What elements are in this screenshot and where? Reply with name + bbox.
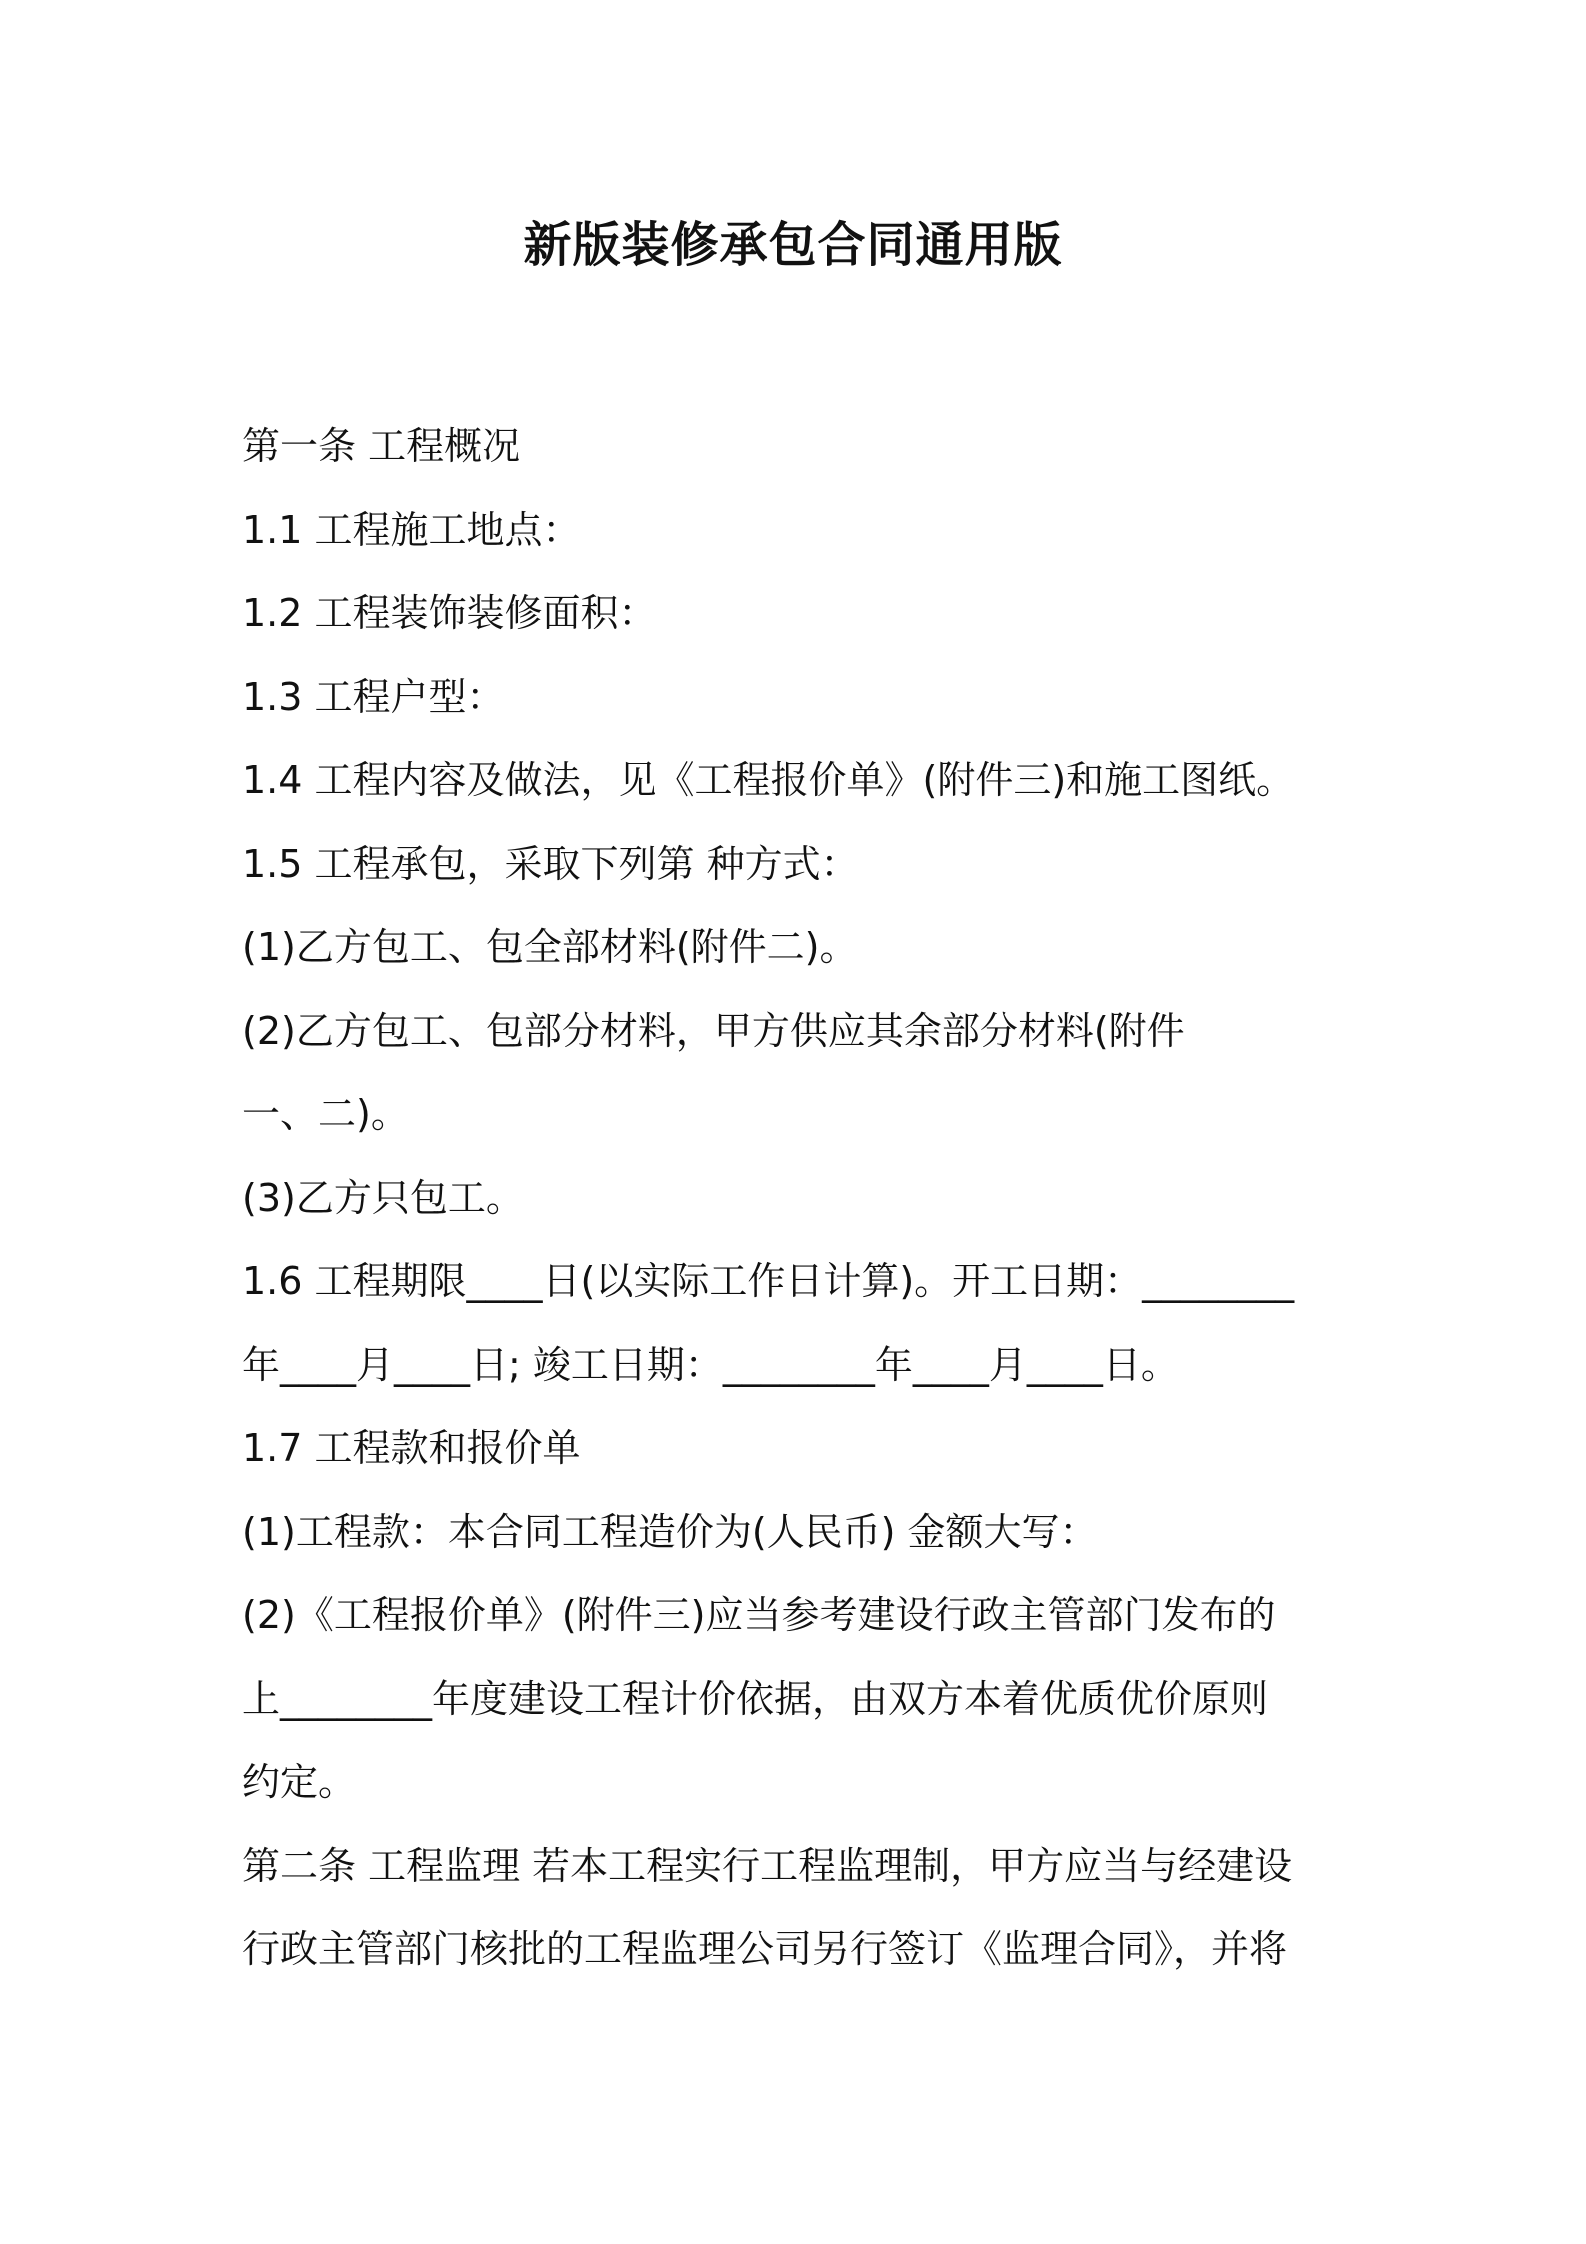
clause-1-2: 1.2 工程装饰装修面积： xyxy=(242,591,657,635)
clause-1-7-item-1: (1)工程款：本合同工程造价为(人民币) 金额大写： xyxy=(242,1509,1098,1554)
clause-1-7-item-2: (2)《工程报价单》(附件三)应当参考建设行政主管部门发布的 xyxy=(242,1593,1276,1637)
article-2-heading: 第二条 工程监理 若本工程实行工程监理制，甲方应当与经建设 xyxy=(242,1843,1293,1888)
clause-1-5-option-3: (3)乙方只包工。 xyxy=(242,1175,524,1220)
clause-1-7: 1.7 工程款和报价单 xyxy=(242,1426,581,1470)
document-title: 新版装修承包合同通用版 xyxy=(523,217,1063,273)
clause-1-4: 1.4 工程内容及做法，见《工程报价单》(附件三)和施工图纸。 xyxy=(242,758,1295,802)
document-body xyxy=(242,405,1362,1992)
article-1-heading: 第一条 工程概况 xyxy=(242,424,521,468)
clause-1-7-item-2-end: 约定。 xyxy=(242,1760,357,1804)
clause-1-5-option-2: (2)乙方包工、包部分材料，甲方供应其余部分材料(附件 xyxy=(242,1008,1185,1053)
clause-1-5-option-1: (1)乙方包工、包全部材料(附件二)。 xyxy=(242,925,858,969)
clause-1-5: 1.5 工程承包，采取下列第 种方式： xyxy=(242,841,859,886)
clause-1-6-continued: 年____月____日; 竣工日期：________年____月____日。 xyxy=(242,1342,1179,1387)
clause-1-7-item-2-continued: 上________年度建设工程计价依据，由双方本着优质优价原则 xyxy=(242,1676,1269,1721)
clause-1-1: 1.1 工程施工地点： xyxy=(242,507,581,552)
clause-1-5-option-2-continued: 一、二)。 xyxy=(242,1092,409,1136)
clause-1-3: 1.3 工程户型： xyxy=(242,674,505,719)
article-2-continued: 行政主管部门核批的工程监理公司另行签订《监理合同》，并将 xyxy=(242,1927,1288,1971)
clause-1-6: 1.6 工程期限____日(以实际工作日计算)。开工日期：________ xyxy=(242,1259,1295,1303)
